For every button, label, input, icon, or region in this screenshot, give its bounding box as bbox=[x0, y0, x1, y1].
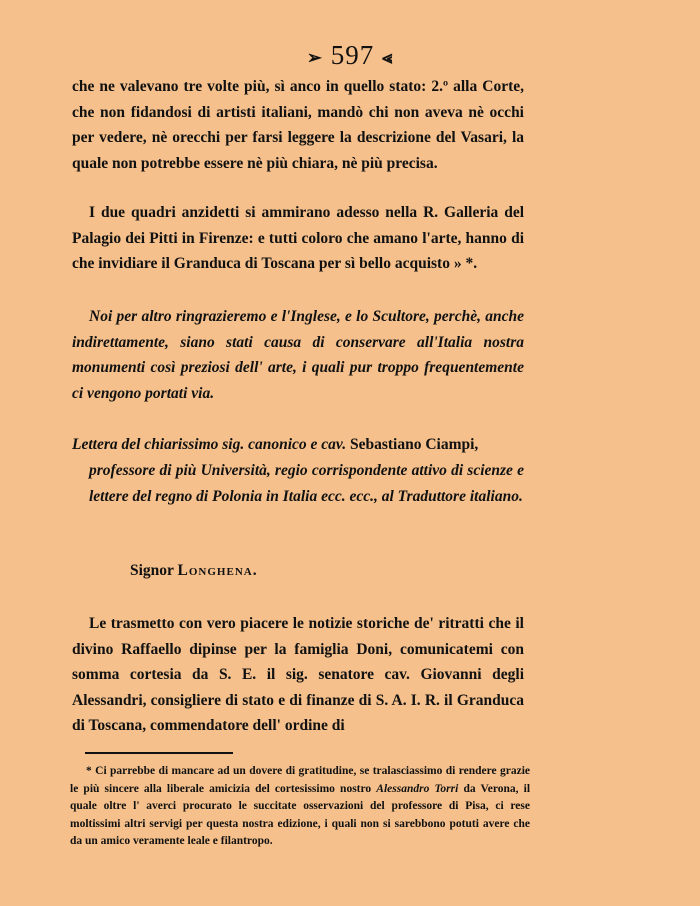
page-number: 597 bbox=[330, 40, 375, 70]
letter-heading-lead: Lettera del chiarissimo sig. canonico e cav. bbox=[72, 436, 347, 453]
paragraph-4: Le trasmetto con vero piacere le notizie storiche de' ritratti che il divino Raffaello dipinse per la famiglia Doni, comunicatemi con somma cortesia da S. E. il sig. senatore cav. Giovanni degli Alessandri, consigliere di stato e di finanze di S. A. I. R. il Granduca di Toscana, commendatore dell' ordine di bbox=[72, 615, 524, 734]
paragraph-1: che ne valevano tre volte più, sì anco in quello stato: 2.º alla Corte, che non fidandosi di artisti italiani, mandò chi non aveva nè occhi per vedere, nè orecchi per farsi leggere la descrizione del Vasari, la quale non potrebbe essere nè più chiara, nè più precisa. bbox=[72, 78, 524, 172]
page-header bbox=[0, 40, 700, 71]
letter-heading-author: Sebastiano Ciampi, bbox=[349, 436, 479, 453]
letter-heading-rest: professore di più Università, regio corrispondente attivo di scienze e lettere del regno di Polonia in Italia ecc. ecc., al Traduttore italiano. bbox=[89, 462, 524, 505]
footnote-before: * Ci parrebbe di mancare ad un dovere di gratitudine, se tralasciassimo di rendere grazie le più sincere alla liberale amicizia del cortesissimo nostro bbox=[70, 765, 530, 795]
paragraph-2: I due quadri anzidetti si ammirano adesso nella R. Galleria del Palagio dei Pitti in Firenze: e tutti coloro che amano l'arte, hanno di che invidiare il Granduca di Toscana per sì bello acquisto » *. bbox=[72, 204, 524, 272]
letter-heading bbox=[72, 432, 524, 510]
salutation-name: Longhena. bbox=[177, 562, 258, 579]
footnote-after: da Verona, il quale oltre l' averci procurato le succitate osservazioni del professore di Pisa, ci rese moltissimi altri servigi per questa nostra edizione, i quali non si sarebbono potuti avere che da un amico veramente leale e filantropo. bbox=[70, 782, 531, 847]
ornament-right-icon: ⪡ bbox=[381, 47, 394, 68]
footnote bbox=[70, 763, 530, 851]
salutation bbox=[130, 562, 258, 580]
footnote-name: Alessandro Torri bbox=[376, 782, 459, 795]
salutation-word: Signor bbox=[130, 562, 174, 579]
footnote-rule bbox=[85, 752, 233, 754]
ornament-left-icon: ➢ bbox=[306, 47, 323, 68]
paragraph-3: Noi per altro ringrazieremo e l'Inglese, e lo Scultore, perchè, anche indirettamente, siano stati causa di conservare all'Italia nostra monumenti così preziosi dell' arte, i quali pur troppo frequentemente ci vengono portati via. bbox=[72, 308, 524, 402]
